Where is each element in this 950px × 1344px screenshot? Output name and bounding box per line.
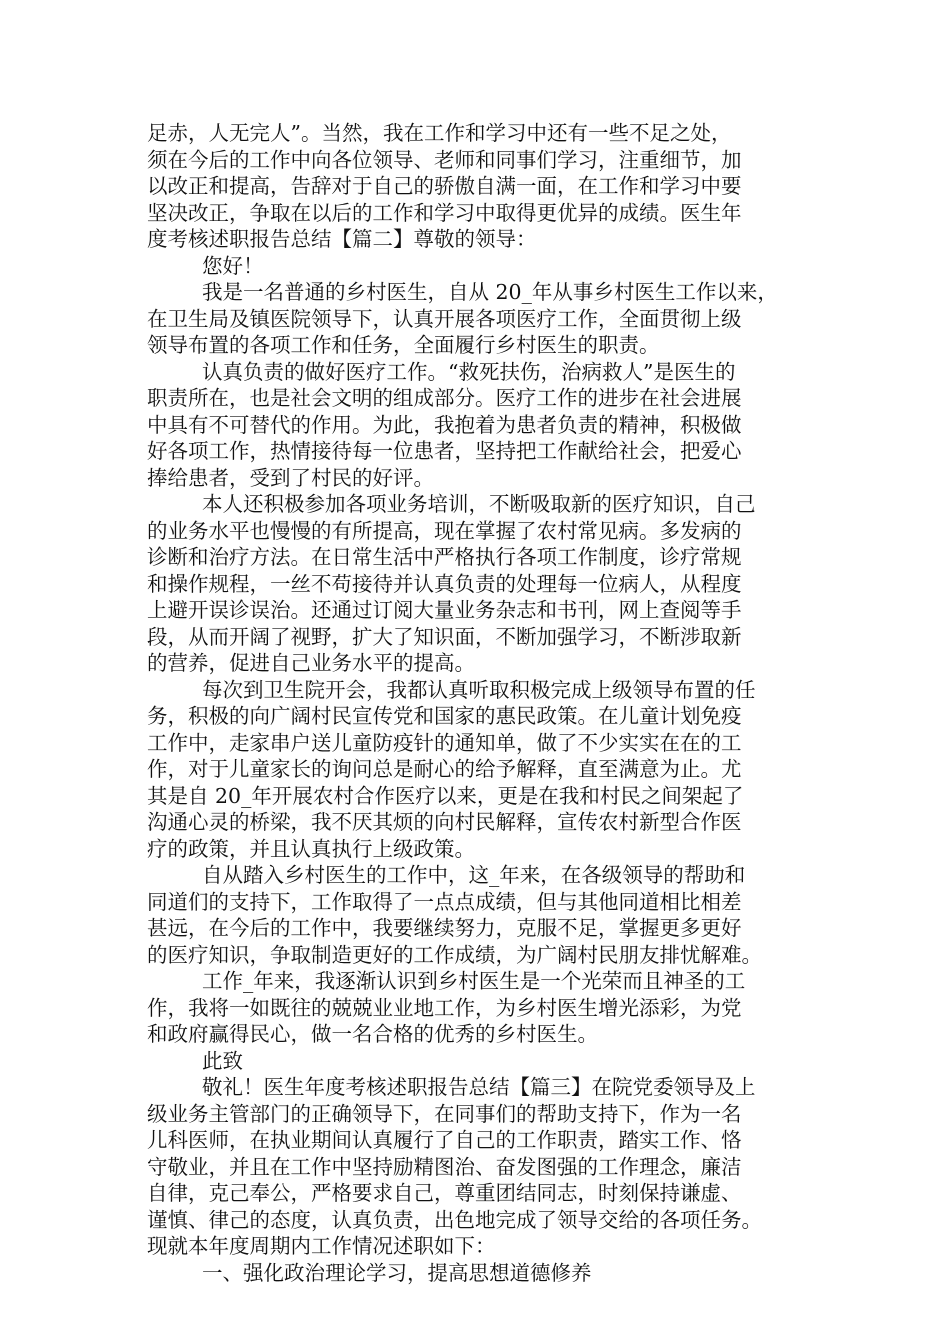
text-line: 的业务水平也慢慢的有所提高，现在掌握了农村常见病。多发病的: [147, 518, 742, 543]
text-line: 以改正和提高，告辞对于自己的骄傲自满一面，在工作和学习中要: [147, 174, 742, 198]
text-line: 领导布置的各项工作和任务，全面履行乡村医生的职责。: [147, 333, 660, 357]
text-line: 同道们的支持下，工作取得了一点点成绩，但与其他同道相比相差: [147, 889, 742, 914]
text-line: 的营养，促进自己业务水平的提高。: [147, 651, 475, 675]
text-line: 职责所在，也是社会文明的组成部分。医疗工作的进步在社会进展: [147, 386, 742, 410]
text-line: 甚远，在今后的工作中，我要继续努力，克服不足，掌握更多更好: [147, 916, 742, 940]
text-line: 度考核述职报告总结【篇二】尊敬的领导：: [147, 227, 537, 251]
text-line: 捧给患者，受到了村民的好评。: [147, 465, 434, 490]
text-line: 诊断和治疗方法。在日常生活中严格执行各项工作制度，诊疗常规: [147, 545, 742, 569]
text-line: 工作_年来，我逐渐认识到乡村医生是一个光荣而且神圣的工: [202, 969, 746, 993]
text-line: 作，对于儿童家长的询问总是耐心的给予解释，直至满意为止。尤: [147, 757, 742, 781]
text-line: 本人还积极参加各项业务培训，不断吸取新的医疗知识，自己: [202, 492, 756, 516]
text-line: 每次到卫生院开会，我都认真听取积极完成上级领导布置的任: [202, 677, 756, 702]
text-line: 自律，克己奉公，严格要求自己，尊重团结同志，时刻保持谦虚、: [147, 1181, 742, 1205]
text-line: 一、强化政治理论学习，提高思想道德修养: [202, 1260, 592, 1285]
text-line: 工作中，走家串户送儿童防疫针的通知单，做了不少实实在在的工: [147, 730, 742, 755]
text-line: 其是自 20_年开展农村合作医疗以来，更是在我和村民之间架起了: [147, 783, 744, 808]
text-line: 坚决改正，争取在以后的工作和学习中取得更优异的成绩。医生年: [147, 200, 742, 225]
text-line: 好各项工作，热情接待每一位患者，坚持把工作献给社会，把爱心: [147, 439, 742, 463]
text-line: 现就本年度周期内工作情况述职如下：: [147, 1234, 496, 1258]
text-line: 在卫生局及镇医院领导下，认真开展各项医疗工作，全面贯彻上级: [147, 306, 742, 331]
text-line: 足赤，人无完人”。当然，我在工作和学习中还有一些不足之处，: [147, 121, 732, 145]
text-line: 须在今后的工作中向各位领导、老师和同事们学习，注重细节，加: [147, 147, 742, 172]
text-line: 段，从而开阔了视野，扩大了知识面，不断加强学习，不断涉取新: [147, 624, 742, 649]
text-line: 您好！: [202, 253, 264, 278]
text-line: 的医疗知识，争取制造更好的工作成绩，为广阔村民朋友排忧解难。: [147, 942, 762, 967]
text-line: 和政府赢得民心，做一名合格的优秀的乡村医生。: [147, 1022, 598, 1046]
text-line: 谨慎、律己的态度，认真负责，出色地完成了领导交给的各项任务。: [147, 1207, 762, 1232]
text-line: 疗的政策，并且认真执行上级政策。: [147, 836, 475, 861]
text-line: 认真负责的做好医疗工作。“救死扶伤，治病救人”是医生的: [202, 359, 736, 384]
document-body: [147, 120, 827, 1286]
text-line: 此致: [202, 1048, 243, 1073]
text-line: 沟通心灵的桥梁，我不厌其烦的向村民解释，宣传农村新型合作医: [147, 810, 742, 834]
text-line: 级业务主管部门的正确领导下，在同事们的帮助支持下，作为一名: [147, 1101, 742, 1126]
text-line: 敬礼！医生年度考核述职报告总结【篇三】在院党委领导及上: [202, 1075, 756, 1099]
text-line: 守敬业，并且在工作中坚持励精图治、奋发图强的工作理念，廉洁: [147, 1154, 742, 1179]
text-line: 儿科医师，在执业期间认真履行了自己的工作职责，踏实工作、恪: [147, 1128, 742, 1152]
text-line: 和操作规程，一丝不苟接待并认真负责的处理每一位病人，从程度: [147, 571, 742, 596]
text-line: 作，我将一如既往的兢兢业业地工作，为乡村医生增光添彩，为党: [147, 995, 742, 1020]
text-line: 务，积极的向广阔村民宣传党和国家的惠民政策。在儿童计划免疫: [147, 704, 742, 728]
text-line: 上避开误诊误治。还通过订阅大量业务杂志和书刊，网上查阅等手: [147, 598, 742, 622]
text-line: 我是一名普通的乡村医生，自从 20_年从事乡村医生工作以来，: [202, 280, 778, 304]
text-line: 自从踏入乡村医生的工作中，这_年来，在各级领导的帮助和: [202, 863, 746, 887]
text-line: 中具有不可替代的作用。为此，我抱着为患者负责的精神，积极做: [147, 412, 742, 437]
